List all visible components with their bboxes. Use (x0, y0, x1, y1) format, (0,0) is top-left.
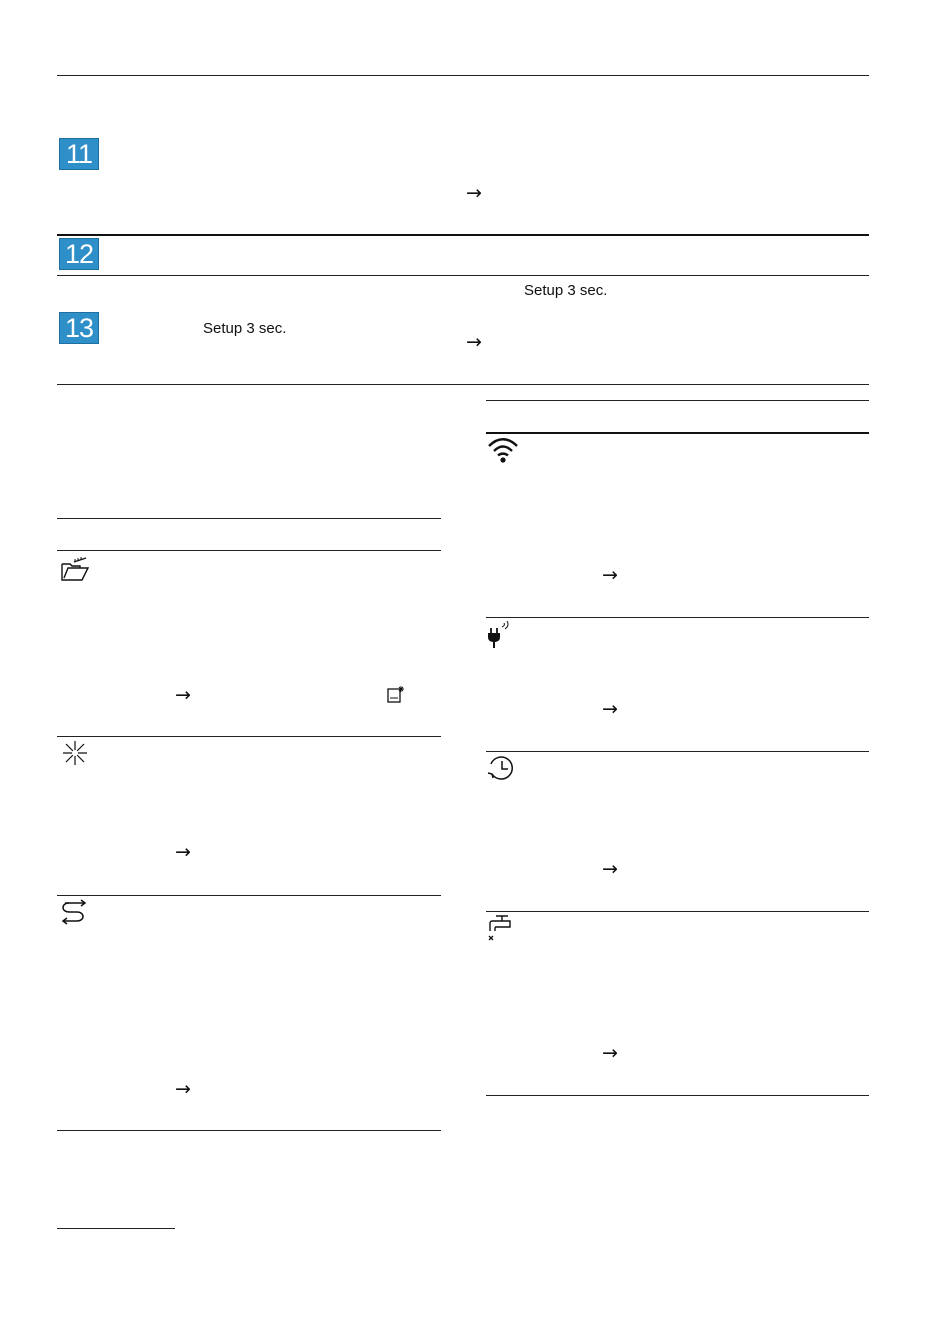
left-row-rule-1 (57, 736, 441, 737)
left-table-bottom-rule (57, 1130, 441, 1131)
step-13-arrow: → (466, 331, 482, 353)
machine-care-icon (386, 685, 406, 705)
step-11-arrow: → (466, 182, 482, 204)
time-delay-clock-icon (486, 755, 516, 783)
row-open-folder-arrow: → (175, 684, 191, 706)
step-13-setup-label: Setup 3 sec. (203, 320, 287, 337)
remote-start-plug-icon (486, 621, 512, 649)
step-12-setup-label: Setup 3 sec. (524, 282, 608, 299)
row-water-arrow: → (602, 1042, 618, 1064)
step-11-badge: 11 (59, 138, 99, 170)
water-tap-icon (486, 913, 516, 943)
row-wifi-arrow: → (602, 564, 618, 586)
section-rule (57, 384, 869, 385)
footnote-rule (57, 1228, 175, 1229)
step-13-rule (57, 275, 869, 276)
right-row-rule-1 (486, 617, 869, 618)
left-table-header-rule (57, 550, 441, 551)
step-13-badge: 13 (59, 312, 99, 344)
right-row-rule-3 (486, 911, 869, 912)
top-rule (57, 75, 869, 76)
left-row-rule-2 (57, 895, 441, 896)
right-row-rule-2 (486, 751, 869, 752)
wifi-icon (486, 436, 520, 464)
row-time-delay-arrow: → (602, 858, 618, 880)
step-12-badge: 12 (59, 238, 99, 270)
right-table-bottom-rule (486, 1095, 869, 1096)
row-drying-arrow: → (175, 841, 191, 863)
row-remote-start-arrow: → (602, 698, 618, 720)
row-rinse-arrow: → (175, 1078, 191, 1100)
right-table-header-rule (486, 432, 869, 434)
right-table-top-rule (486, 400, 869, 401)
step-12-rule (57, 234, 869, 236)
drying-sparkle-icon (62, 740, 88, 766)
rinse-cycle-icon (59, 899, 89, 927)
open-folder-icon (60, 556, 90, 582)
left-table-top-rule (57, 518, 441, 519)
